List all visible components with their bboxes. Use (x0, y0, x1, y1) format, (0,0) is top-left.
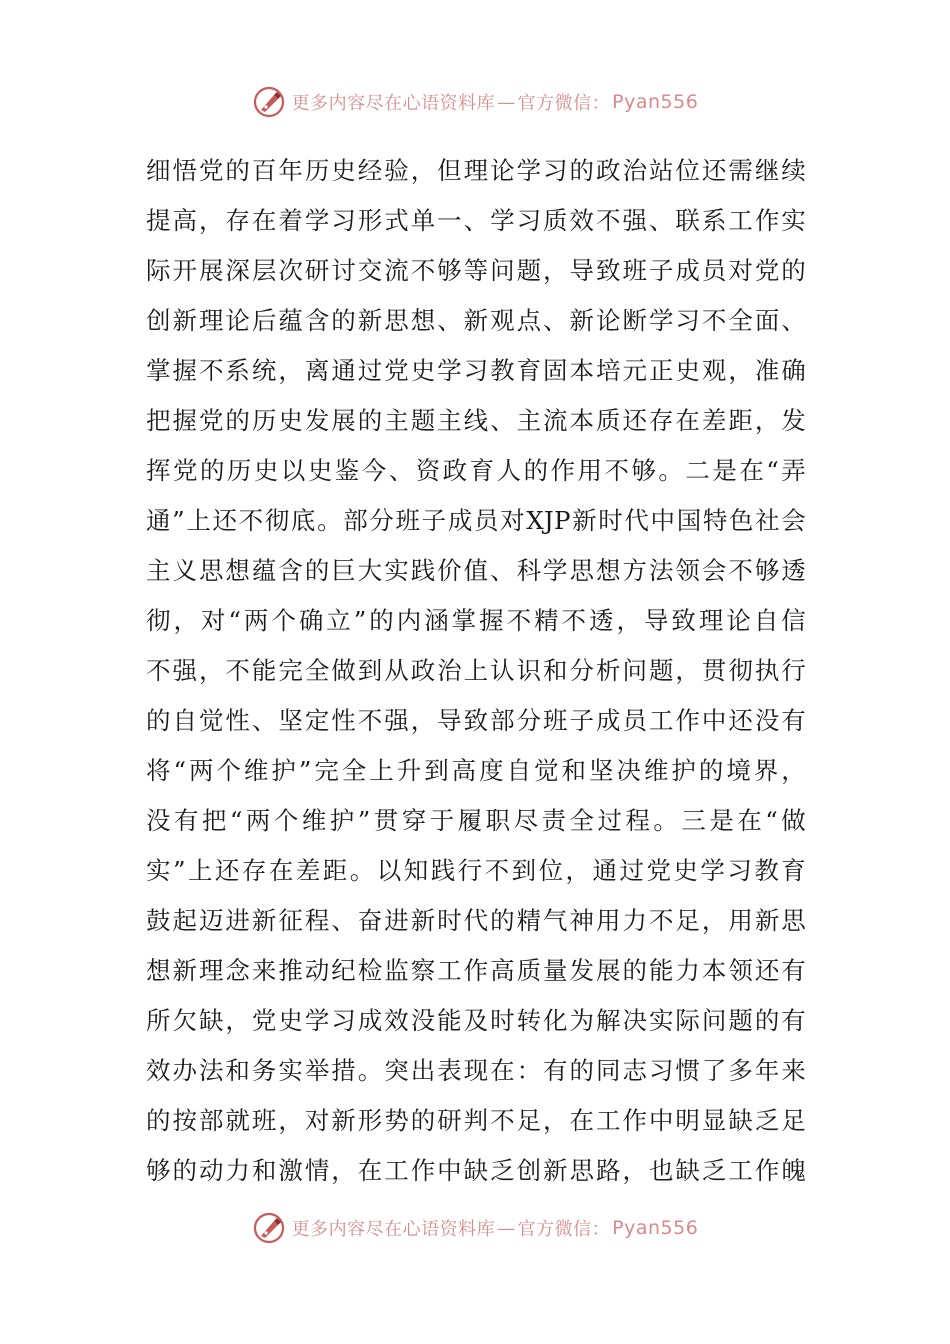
paragraph-line: 创新理论后蕴含的新思想、新观点、新论断学习不全面、 (146, 306, 806, 335)
paragraph-line: 把握党的历史发展的主题主线、主流本质还存在差距，发 (146, 406, 806, 435)
watermark-label: 官方微信： (517, 93, 611, 114)
paragraph-line: 所欠缺，党史学习成效没能及时转化为解决实际问题的有 (146, 1006, 806, 1035)
pen-nib-logo-icon (252, 1211, 286, 1245)
paragraph-line: 细悟党的百年历史经验，但理论学习的政治站位还需继续 (146, 156, 806, 185)
paragraph-line: 通”上还不彻底。部分班子成员对XJP新时代中国特色社会 (146, 506, 806, 535)
paragraph-line: 效办法和务实举措。突出表现在：有的同志习惯了多年来 (146, 1056, 806, 1085)
paragraph-line: 够的动力和激情，在工作中缺乏创新思路，也缺乏工作魄 (146, 1156, 806, 1185)
paragraph-line: 主义思想蕴含的巨大实践价值、科学思想方法领会不够透 (146, 556, 806, 585)
pen-nib-logo-icon (252, 85, 286, 119)
paragraph-line: 掌握不系统，离通过党史学习教育固本培元正史观，准确 (146, 356, 806, 385)
paragraph-line: 彻，对“两个确立”的内涵掌握不精不透，导致理论自信 (146, 606, 806, 635)
watermark-separator: — (497, 91, 516, 113)
paragraph-line: 挥党的历史以史鉴今、资政育人的作用不够。二是在“弄 (146, 456, 806, 485)
watermark-wechat-id: Pyan556 (612, 91, 699, 113)
paragraph-line: 鼓起迈进新征程、奋进新时代的精气神用力不足，用新思 (146, 906, 806, 935)
document-body (146, 146, 806, 1196)
paragraph-line: 没有把“两个维护”贯穿于履职尽责全过程。三是在“做 (146, 806, 806, 835)
paragraph-line: 将“两个维护”完全上升到高度自觉和坚决维护的境界， (146, 756, 806, 785)
paragraph-line: 不强，不能完全做到从政治上认识和分析问题，贯彻执行 (146, 656, 806, 685)
paragraph-line: 的按部就班，对新形势的研判不足，在工作中明显缺乏足 (146, 1106, 806, 1135)
paragraph-line: 提高，存在着学习形式单一、学习质效不强、联系工作实 (146, 206, 806, 235)
watermark-wechat-id: Pyan556 (612, 1217, 699, 1239)
watermark-text: 更多内容尽在心语资料库 (291, 93, 496, 114)
header-watermark (0, 82, 950, 122)
watermark-label: 官方微信： (517, 1219, 611, 1240)
paragraph-line: 想新理念来推动纪检监察工作高质量发展的能力本领还有 (146, 956, 806, 985)
paragraph-line: 际开展深层次研讨交流不够等问题，导致班子成员对党的 (146, 256, 806, 285)
watermark-text: 更多内容尽在心语资料库 (291, 1219, 496, 1240)
paragraph-line: 实”上还存在差距。以知践行不到位，通过党史学习教育 (146, 856, 806, 885)
paragraph-line: 的自觉性、坚定性不强，导致部分班子成员工作中还没有 (146, 706, 806, 735)
footer-watermark (0, 1208, 950, 1248)
watermark-separator: — (497, 1217, 516, 1239)
